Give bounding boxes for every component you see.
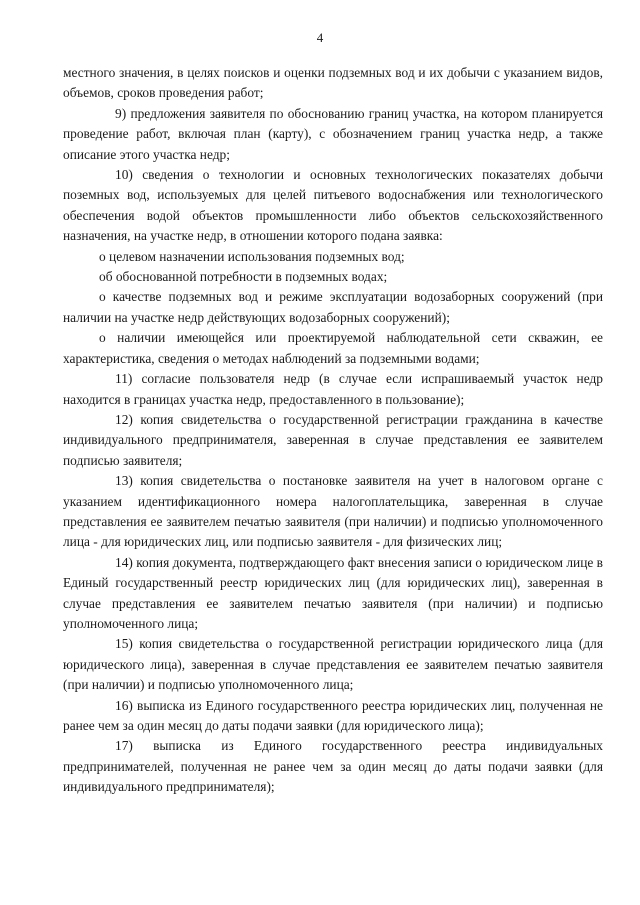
- paragraph-sub-monitoring: о наличии имеющейся или проектируемой наблюдательной сети скважин, ее характеристика, сведения о методах наблюдений за подземными водами;: [63, 330, 603, 366]
- paragraph-item-17: 17) выписка из Единого государственного реестра индивидуальных предпринимателей, полученная не ранее чем за один месяц до даты подачи заявки (для индивидуального предпринимателя);: [63, 738, 603, 795]
- paragraph-item-11: 11) согласие пользователя недр (в случае если испрашиваемый участок недр находится в границах участка недр, предоставленного в пользование);: [63, 371, 603, 407]
- paragraph-sub-quality: о качестве подземных вод и режиме эксплуатации водозаборных сооружений (при наличии на участке недр действующих водозаборных сооружений);: [63, 289, 603, 325]
- paragraph-item-15: 15) копия свидетельства о государственной регистрации юридического лица (для юридического лица), заверенная в случае представления ее заявителем печатью заявителя (при наличии) и подписью уполномоченного лица;: [63, 636, 603, 693]
- paragraph-item-14: 14) копия документа, подтверждающего факт внесения записи о юридическом лице в Единый государственный реестр юридических лиц (для юридических лиц), заверенная в случае представления ее заявителем печатью заявителя (при наличии) и подписью уполномоченного лица;: [63, 554, 603, 631]
- document-body: [63, 63, 603, 798]
- paragraph-sub-need: об обоснованной потребности в подземных водах;: [99, 269, 388, 285]
- paragraph-item-10: 10) сведения о технологии и основных технологических показателях добычи поземных вод, используемых для целей питьевого водоснабжения или технологического обеспечения водой объектов промышленности либо объектов сельскохозяйственного назначения, на участке недр, в отношении которого подана заявка:: [63, 167, 603, 244]
- paragraph-continuation: местного значения, в целях поисков и оценки подземных вод и их добычи с указанием видов, объемов, сроков проведения работ;: [63, 65, 603, 101]
- paragraph-sub-purpose: о целевом назначении использования подземных вод;: [99, 248, 405, 264]
- paragraph-item-13: 13) копия свидетельства о постановке заявителя на учет в налоговом органе с указанием идентификационного номера налогоплательщика, заверенная в случае представления ее заявителем печатью заявителя (при наличии) и подписью уполномоченного лица - для юридических лиц, или подписью заявителя - для физических лиц;: [63, 473, 603, 550]
- paragraph-item-9: 9) предложения заявителя по обоснованию границ участка, на котором планируется проведение работ, включая план (карту), с обозначением границ участка недр, а также описание этого участка недр;: [63, 105, 603, 162]
- paragraph-item-12: 12) копия свидетельства о государственной регистрации гражданина в качестве индивидуального предпринимателя, заверенная в случае представления ее заявителем подписью заявителя;: [63, 411, 603, 468]
- page-number: 4: [316, 30, 324, 45]
- paragraph-item-16: 16) выписка из Единого государственного реестра юридических лиц, полученная не ранее чем за один месяц до даты подачи заявки (для юридического лица);: [63, 697, 603, 733]
